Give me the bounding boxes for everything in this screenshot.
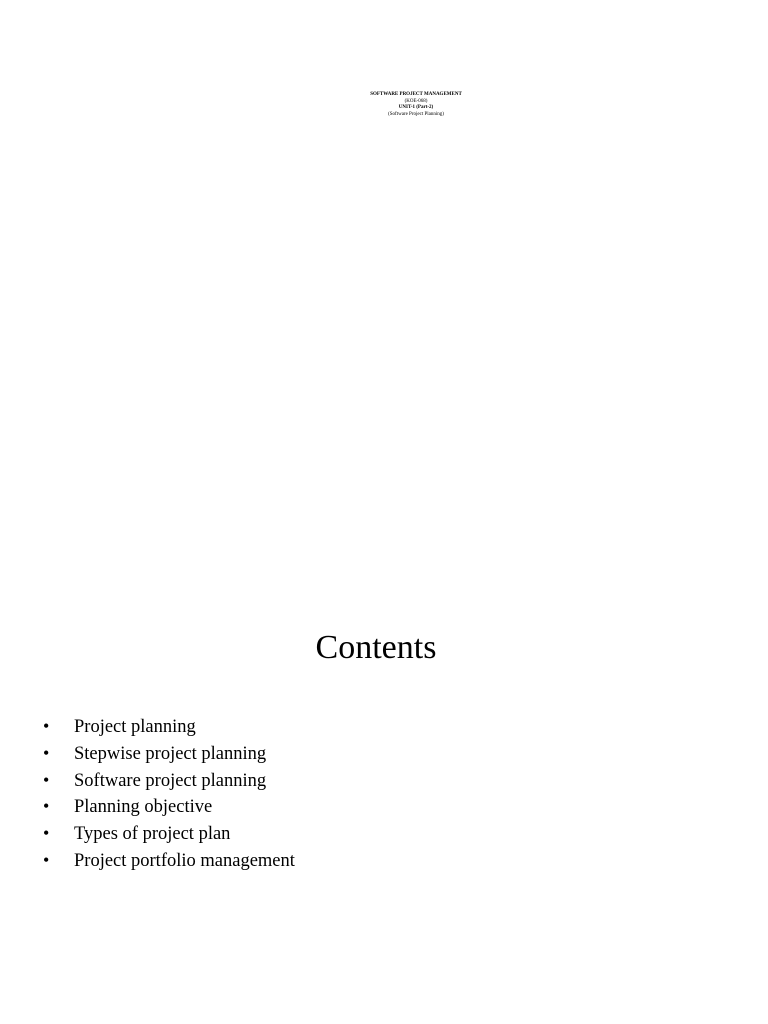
list-item — [43, 847, 295, 874]
list-item-label: Planning objective — [74, 797, 213, 818]
bullet-icon: • — [43, 823, 50, 844]
list-item-label: Types of project plan — [74, 824, 231, 845]
list-item — [43, 713, 295, 740]
course-title: SOFTWARE PROJECT MANAGEMENT — [370, 92, 462, 97]
list-item — [43, 820, 295, 847]
list-item-label: Software project planning — [74, 770, 267, 791]
bullet-icon: • — [43, 742, 50, 763]
list-item-label: Stepwise project planning — [74, 743, 267, 764]
list-item-label: Project planning — [74, 717, 196, 737]
contents-heading: Contents — [315, 629, 437, 666]
bullet-icon: • — [43, 769, 50, 790]
unit-label: UNIT-1 (Part-2) — [398, 105, 434, 110]
bullet-icon: • — [43, 716, 50, 736]
topic-label: (Software Project Planning) — [388, 111, 444, 117]
document-header — [32, 92, 768, 118]
bullet-icon: • — [43, 849, 50, 870]
course-code: (KOE-068) — [404, 98, 428, 104]
list-item-label: Project portfolio management — [74, 850, 295, 871]
list-item — [43, 740, 295, 767]
bullet-icon: • — [43, 796, 50, 817]
list-item — [43, 767, 295, 794]
contents-list — [43, 713, 295, 874]
list-item — [43, 793, 295, 820]
